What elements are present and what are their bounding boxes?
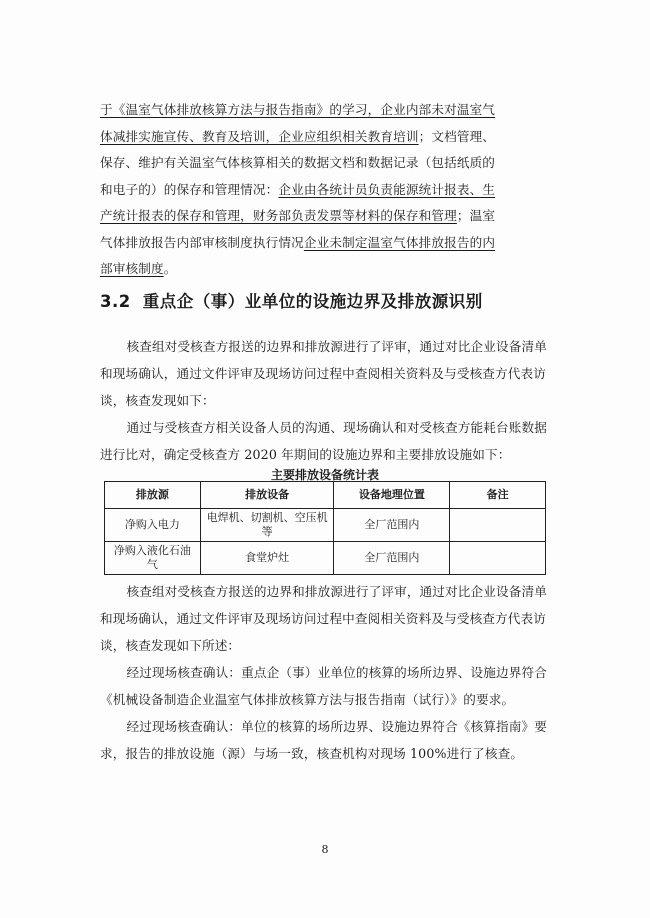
- table-cell: 净购入液化石油气: [105, 542, 201, 575]
- header-cell: 排放源: [105, 482, 201, 509]
- text: ；文档管理、: [418, 128, 496, 144]
- section-title: 重点企（事）业单位的设施边界及排放源识别: [142, 292, 483, 311]
- underlined-text: 部审核制度: [100, 261, 164, 276]
- underlined-text: 企业未制定温室气体排放报告的内: [303, 234, 496, 250]
- paragraph-1: 核查组对受核查方报送的边界和排放源进行了评审，通过对比企业设备清单和现场确认，通过文件评审及现场访问过程中查阅相关资料及与受核查方代表访谈，核查发现如下：: [100, 339, 547, 408]
- paragraph-4: 经过现场核查确认：重点企（事）业单位的核算的场所边界、设施边界符合《机械设备制造企业温室气体排放核算方法与报告指南（试行）》的要求。: [100, 665, 547, 707]
- table-row: [105, 542, 546, 575]
- text: ；温室: [456, 208, 496, 223]
- table-cell: 电焊机、切割机、空压机等: [200, 509, 334, 542]
- underlined-text: 产统计报表的保存和管理，财务部负责发票等材料的保存和管理: [100, 208, 457, 223]
- table-cell: 全厂范围内: [334, 509, 450, 542]
- table-cell: 食堂炉灶: [200, 542, 334, 575]
- section-number: 3.2: [100, 292, 131, 311]
- underlined-text: 体减排实施宣传、教育及培训，企业应组织相关教育培训: [100, 128, 419, 144]
- text: 和电子的）的保存和管理情况：: [100, 181, 279, 197]
- paragraph-5: 经过现场核查确认：单位的核算的场所边界、设施边界符合《核算指南》要求，报告的排放设施（源）与场一致，核查机构对现场 100%进行了核查。: [100, 719, 547, 761]
- table-cell: [450, 542, 546, 575]
- text: 气体排放报告内部审核制度执行情况: [100, 234, 304, 250]
- paragraph-3: 核查组对受核查方报送的边界和排放源进行了评审，通过对比企业设备清单和现场确认，通过文件评审及现场访问过程中查阅相关资料及与受核查方代表访谈，核查发现如下所述：: [100, 584, 547, 653]
- table-cell: 全厂范围内: [334, 542, 450, 575]
- underlined-text: 于《温室气体排放核算方法与报告指南》的学习，企业内部未对温室气: [100, 102, 496, 117]
- header-cell: 排放设备: [200, 482, 334, 509]
- page-number: 8: [321, 843, 329, 856]
- intro-paragraph: [100, 97, 550, 283]
- section-heading: [100, 288, 550, 312]
- table-row: [105, 509, 546, 542]
- emission-equipment-table: [104, 481, 546, 575]
- header-cell: 设备地理位置: [334, 482, 450, 509]
- table-cell: 净购入电力: [105, 509, 201, 542]
- text: 保存、维护有关温室气体核算相关的数据文档和数据记录（包括纸质的: [100, 155, 496, 170]
- text: 。: [163, 261, 177, 276]
- header-cell: 备注: [450, 482, 546, 509]
- section-body-continued: [100, 578, 550, 767]
- table-cell: [450, 509, 546, 542]
- underlined-text: 企业由各统计员负责能源统计报表、生: [278, 181, 496, 197]
- table-title: 主要排放设备统计表: [270, 468, 379, 482]
- table-header-row: [105, 482, 546, 509]
- section-body: [100, 333, 550, 468]
- paragraph-2: 通过与受核查方相关设备人员的沟通、现场确认和对受核查方能耗台账数据进行比对，确定受核查方 2020 年期间的设施边界和主要排放设施如下：: [100, 420, 547, 462]
